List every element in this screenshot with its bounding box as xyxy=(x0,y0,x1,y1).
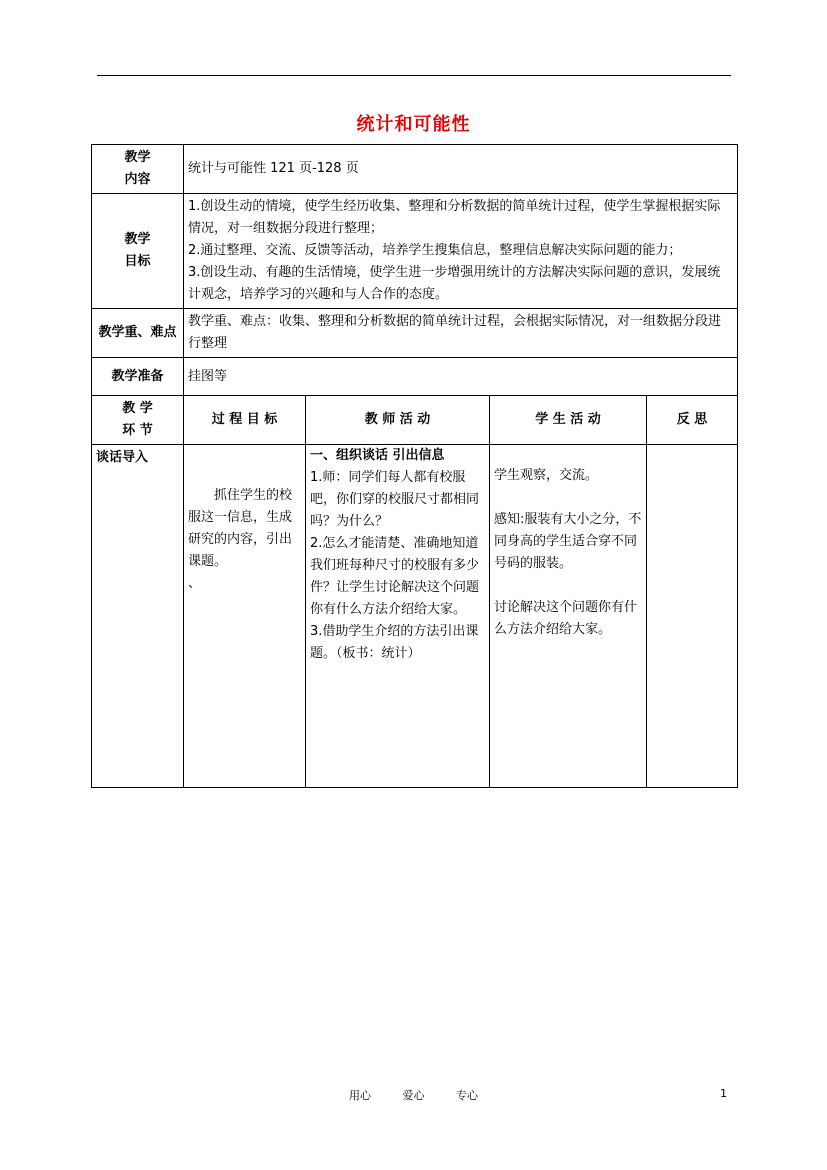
row-preparation xyxy=(92,358,738,396)
header-reflection: 反 思 xyxy=(647,396,738,445)
teacher-step: 1.师：同学们每人都有校服吧，你们穿的校服尺寸都相同吗？为什么？ xyxy=(310,470,480,529)
label-teaching-content: 教学 内容 xyxy=(92,145,184,194)
teaching-content-text: 统计与可能性 121 页-128 页 xyxy=(184,145,738,194)
teacher-step: 2.怎么才能清楚、准确地知道我们班每种尺寸的校服有多少件？让学生讨论解决这个问题你有什么方法介绍给大家。 xyxy=(310,536,480,617)
lesson-plan-table xyxy=(91,144,738,788)
document-title: 统计和可能性 xyxy=(356,114,471,135)
teacher-activity-cell xyxy=(306,445,490,788)
teacher-step: 3.借助学生介绍的方法引出课题。（板书：统计） xyxy=(310,624,479,661)
motto-item: 爱心 xyxy=(402,1089,425,1102)
page-number: 1 xyxy=(720,1087,727,1100)
header-stage: 教 学 环 节 xyxy=(92,396,184,445)
goal-item: 3.创设生动、有趣的生活情境，使学生进一步增强用统计的方法解决实际问题的意识，发展统计观念，培养学习的兴趣和与人合作的态度。 xyxy=(188,265,721,302)
motto-item: 用心 xyxy=(349,1089,371,1102)
preparation-text: 挂图等 xyxy=(184,358,738,396)
student-step: 学生观察，交流。 xyxy=(494,468,599,483)
student-step: 感知:服装有大小之分，不同身高的学生适合穿不同号码的服装。 xyxy=(494,512,642,571)
header-teacher-activity: 教 师 活 动 xyxy=(306,396,490,445)
reflection-cell xyxy=(647,445,738,788)
header-process-goal: 过 程 目 标 xyxy=(184,396,306,445)
motto-item: 专心 xyxy=(456,1089,478,1102)
row-intro-stage xyxy=(92,445,738,788)
footer-motto xyxy=(0,1087,827,1103)
header-rule xyxy=(97,75,731,76)
key-points-text: 教学重、难点：收集、整理和分析数据的简单统计过程，会根据实际情况，对一组数据分段进行整理 xyxy=(184,309,738,358)
goal-item: 2.通过整理、交流、反馈等活动，培养学生搜集信息，整理信息解决实际问题的能力； xyxy=(188,243,682,258)
label-key-points: 教学重、难点 xyxy=(92,309,184,358)
process-goal-cell xyxy=(184,445,306,788)
process-goal-text: 抓住学生的校服这一信息，生成研究的内容，引出课题。 xyxy=(188,488,293,569)
teacher-activity-heading: 一、组织谈话 引出信息 xyxy=(310,448,445,463)
process-goal-mark: 、 xyxy=(188,576,202,591)
label-preparation: 教学准备 xyxy=(92,358,184,396)
student-activity-cell xyxy=(490,445,647,788)
row-teaching-content xyxy=(92,145,738,194)
row-teaching-goals xyxy=(92,194,738,309)
row-column-headers xyxy=(92,396,738,445)
header-student-activity: 学 生 活 动 xyxy=(490,396,647,445)
teaching-goals-text xyxy=(184,194,738,309)
intro-stage-label: 谈话导入 xyxy=(92,445,184,788)
goal-item: 1.创设生动的情境，使学生经历收集、整理和分析数据的简单统计过程，使学生掌握根据实际情况，对一组数据分段进行整理； xyxy=(188,199,721,236)
label-teaching-goals: 教学 目标 xyxy=(92,194,184,309)
student-step: 讨论解决这个问题你有什么方法介绍给大家。 xyxy=(494,600,638,637)
row-key-points xyxy=(92,309,738,358)
